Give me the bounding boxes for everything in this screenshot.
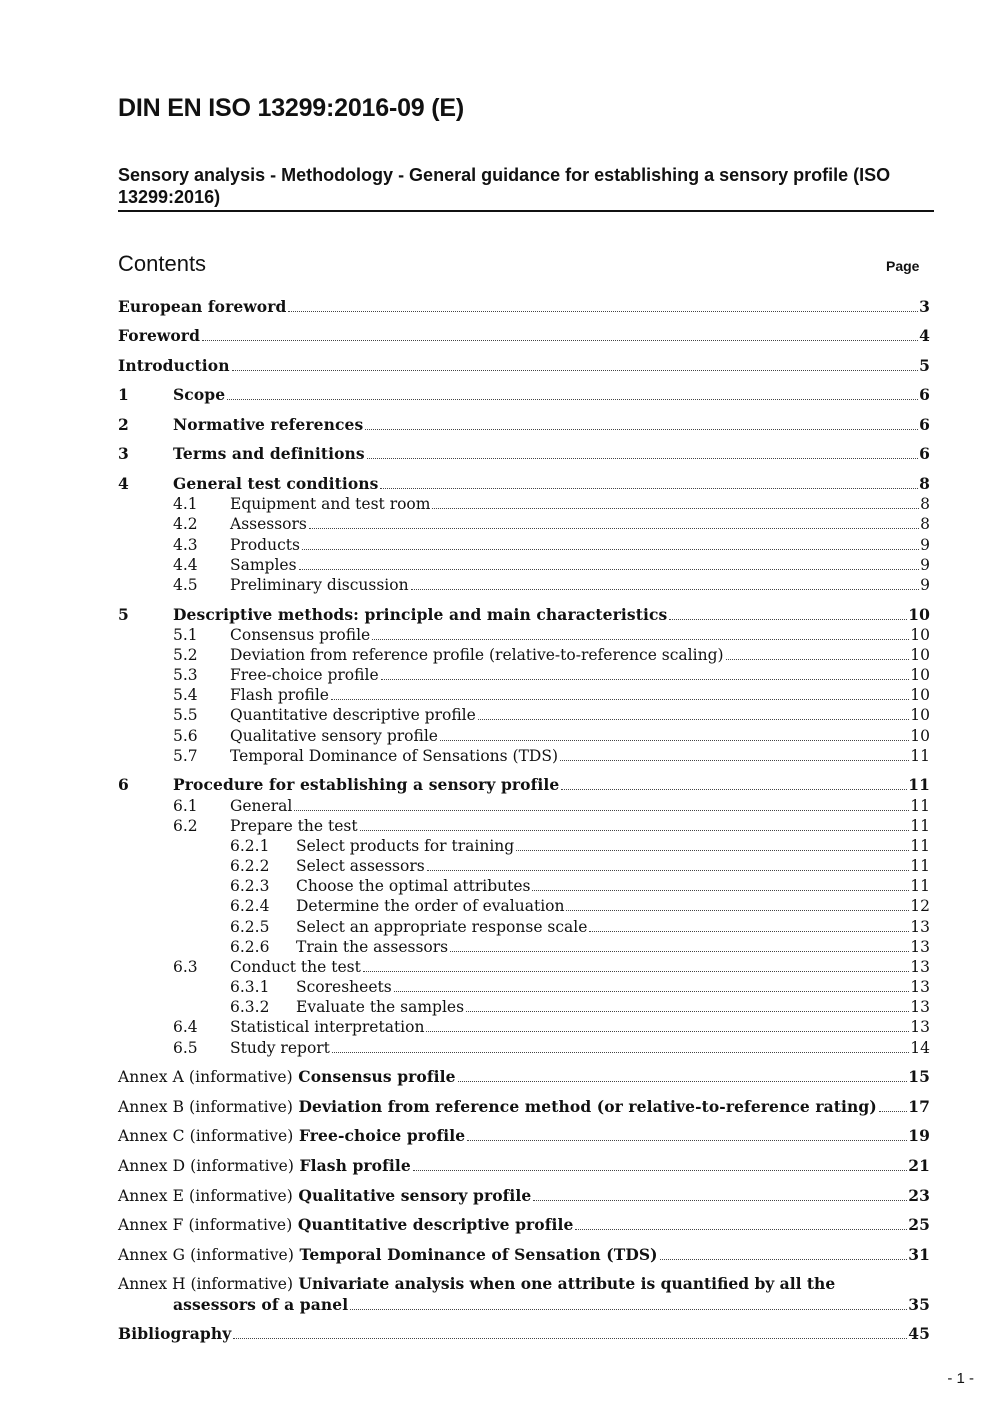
toc-entry-title-continued: assessors of a panel [173,1295,349,1314]
toc-entry-page: 8 [920,495,930,513]
dot-leader [299,569,920,570]
toc-entry-page: 11 [910,797,930,815]
toc-entry-number: 2 [118,415,129,434]
toc-entry-number: 5.6 [173,727,198,745]
toc-entry-title: Procedure for establishing a sensory profile [173,775,560,794]
toc-entry-page: 13 [910,998,930,1016]
toc-entry-number: 6.2.6 [230,938,270,956]
toc-entry-number: 6.5 [173,1039,198,1057]
toc-entry-page: 11 [910,837,930,855]
toc-entry-number: 5.7 [173,747,198,765]
dot-leader [726,659,910,660]
toc-entry-number: 5.5 [173,706,198,724]
toc-entry-title: Determine the order of evaluation [296,897,565,915]
toc-entry-6-2-5[interactable] [118,917,930,937]
toc-annex-prefix: Annex G (informative) [118,1246,294,1264]
toc-entry-page: 21 [908,1156,930,1175]
toc-entry-title: General test conditions [173,474,379,493]
toc-annex-prefix: Annex H (informative) [118,1275,294,1293]
toc-entry-title: Evaluate the samples [296,998,465,1016]
toc-entry-4-3[interactable] [118,535,930,555]
toc-entry-title: Deviation from reference method (or relative-to-reference rating) [298,1097,877,1116]
dot-leader [440,740,909,741]
toc-entry-title: Descriptive methods: principle and main characteristics [173,605,668,624]
dot-leader [516,850,909,851]
dot-leader [532,890,909,891]
toc-entry-title: Scope [173,385,226,404]
toc-entry-title: Normative references [173,415,364,434]
dot-leader [288,311,918,312]
dot-leader [427,870,910,871]
toc-entry-6-4[interactable] [118,1017,930,1037]
toc-entry-title: Preliminary discussion [230,576,409,594]
toc-entry-number: 6.2.4 [230,897,270,915]
dot-leader [350,1309,907,1310]
toc-entry-title: Flash profile [299,1156,411,1175]
dot-leader [372,639,909,640]
toc-annex-prefix: Annex E (informative) [118,1187,293,1205]
toc-entry-bibliography[interactable] [118,1324,930,1344]
toc-entry-page: 35 [908,1295,930,1314]
toc-entry-title: Qualitative sensory profile [230,727,438,745]
toc-entry-title: Samples [230,556,297,574]
toc-entry-title: Bibliography [118,1324,232,1343]
toc-entry-title: Univariate analysis when one attribute is quantified by all the [298,1274,836,1293]
dot-leader [381,679,910,680]
page-number: - 1 - [947,1370,974,1387]
toc-entry-page: 9 [920,576,930,594]
toc-entry-title: Study report [230,1039,330,1057]
toc-entry-number: 4.4 [173,556,198,574]
toc-entry-page: 6 [919,385,930,404]
toc-entry-title: Assessors [230,515,307,533]
toc-annex-prefix: Annex D (informative) [118,1157,295,1175]
toc-entry-title: Flash profile [230,686,329,704]
toc-entry-page: 11 [910,857,930,875]
toc-entry-title: Products [230,536,300,554]
toc-entry-6-2-6[interactable] [118,937,930,957]
toc-entry-page: 13 [910,938,930,956]
dot-leader [332,1052,909,1053]
toc-entry-page: 11 [910,817,930,835]
toc-entry-page: 13 [910,918,930,936]
toc-entry-number: 6.4 [173,1018,198,1036]
dot-leader [566,910,909,911]
toc-entry-title: Free-choice profile [298,1126,466,1145]
dot-leader [367,458,918,459]
toc-entry-5-4[interactable] [118,685,930,705]
toc-annex-prefix: Annex C (informative) [118,1127,294,1145]
toc-entry-number: 5.3 [173,666,198,684]
toc-entry-page: 25 [908,1215,930,1234]
toc-entry-page: 10 [908,605,930,624]
toc-entry-number: 4.5 [173,576,198,594]
toc-entry-number: 6.2.1 [230,837,270,855]
toc-entry-annex-d[interactable] [118,1156,930,1176]
toc-entry-title: Choose the optimal attributes [296,877,531,895]
toc-entry-title: Foreword [118,326,201,345]
toc-entry-annex-b[interactable] [118,1097,930,1117]
toc-entry-number: 5 [118,605,129,624]
toc-entry-4-4[interactable] [118,555,930,575]
toc-entry-6-2-1[interactable] [118,836,930,856]
toc-entry-page: 10 [910,646,930,664]
dot-leader [413,1170,907,1171]
dot-leader [380,488,918,489]
toc-entry-number: 4.1 [173,495,198,513]
toc-entry-title: Temporal Dominance of Sensations (TDS) [230,747,559,765]
dot-leader [394,991,910,992]
toc-entry-page: 13 [910,1018,930,1036]
toc-entry-title: Introduction [118,356,230,375]
dot-leader [302,549,919,550]
toc-entry-clause-1[interactable] [118,385,930,405]
toc-entry-5-5[interactable] [118,705,930,725]
toc-entry-6-2-4[interactable] [118,896,930,916]
title-divider [118,210,934,212]
toc-entry-5-1[interactable] [118,625,930,645]
toc-entry-page: 5 [919,356,930,375]
toc-entry-number: 5.4 [173,686,198,704]
dot-leader [533,1200,907,1201]
page-column-heading: Page [886,258,920,274]
toc-entry-6-3-2[interactable] [118,997,930,1017]
toc-entry-annex-h-line1[interactable] [118,1274,835,1294]
toc-entry-title: Prepare the test [230,817,358,835]
toc-entry-clause-5[interactable] [118,605,930,625]
dot-leader [560,760,909,761]
dot-leader [458,1081,908,1082]
toc-entry-5-6[interactable] [118,726,930,746]
toc-entry-page: 8 [920,515,930,533]
dot-leader [450,951,909,952]
dot-leader [232,370,919,371]
toc-entry-title: Select products for training [296,837,515,855]
dot-leader [478,719,909,720]
toc-entry-5-2[interactable] [118,645,930,665]
toc-entry-title: Consensus profile [230,626,371,644]
toc-entry-title: European foreword [118,297,287,316]
toc-entry-4-2[interactable] [118,514,930,534]
toc-entry-title: Quantitative descriptive profile [230,706,476,724]
toc-entry-page: 14 [910,1039,930,1057]
toc-entry-page: 4 [919,326,930,345]
toc-entry-european-foreword[interactable] [118,297,930,317]
toc-entry-number: 4.3 [173,536,198,554]
dot-leader [432,508,919,509]
dot-leader [426,1031,909,1032]
dot-leader [411,589,920,590]
toc-entry-6-2-3[interactable] [118,876,930,896]
toc-entry-5-3[interactable] [118,665,930,685]
toc-entry-title: Free-choice profile [230,666,379,684]
toc-entry-clause-3[interactable] [118,444,930,464]
dot-leader [331,699,909,700]
toc-entry-number: 6.2.2 [230,857,270,875]
toc-entry-page: 15 [908,1067,930,1086]
toc-annex-prefix: Annex A (informative) [118,1068,293,1086]
toc-entry-title: Quantitative descriptive profile [297,1215,574,1234]
toc-entry-6-5[interactable] [118,1038,930,1058]
document-title: DIN EN ISO 13299:2016-09 (E) [118,94,464,122]
toc-entry-page: 10 [910,727,930,745]
dot-leader [363,971,909,972]
toc-entry-title: General [230,797,293,815]
toc-entry-page: 8 [919,474,930,493]
dot-leader [467,1140,907,1141]
toc-entry-page: 11 [910,747,930,765]
dot-leader [360,830,910,831]
toc-entry-page: 12 [910,897,930,915]
toc-entry-number: 4.2 [173,515,198,533]
toc-entry-clause-2[interactable] [118,415,930,435]
toc-entry-number: 1 [118,385,129,404]
toc-entry-annex-f[interactable] [118,1215,930,1235]
dot-leader [294,810,909,811]
toc-entry-page: 17 [908,1097,930,1116]
toc-annex-prefix: Annex B (informative) [118,1098,293,1116]
toc-entry-clause-6[interactable] [118,775,930,795]
toc-entry-annex-e[interactable] [118,1186,930,1206]
toc-entry-page: 23 [908,1186,930,1205]
toc-entry-annex-g[interactable] [118,1245,930,1265]
dot-leader [309,528,919,529]
toc-entry-title: Select assessors [296,857,425,875]
document-subtitle: Sensory analysis - Methodology - General guidance for establishing a sensory profile (ISO 13299:2016) [118,165,891,207]
toc-entry-number: 5.1 [173,626,198,644]
dot-leader [669,619,907,620]
toc-entry-page: 31 [908,1245,930,1264]
toc-entry-title: Select an appropriate response scale [296,918,588,936]
toc-entry-number: 6.2.5 [230,918,270,936]
dot-leader [227,399,918,400]
toc-entry-number: 6.1 [173,797,198,815]
toc-entry-number: 6.3 [173,958,198,976]
dot-leader [202,340,918,341]
toc-entry-6-2[interactable] [118,816,930,836]
toc-entry-4-1[interactable] [118,494,930,514]
toc-annex-prefix: Annex F (informative) [118,1216,293,1234]
toc-entry-page: 10 [910,686,930,704]
toc-entry-clause-4[interactable] [118,474,930,494]
dot-leader [561,789,907,790]
toc-entry-annex-c[interactable] [118,1126,930,1146]
dot-leader [365,429,918,430]
toc-entry-title: Train the assessors [296,938,449,956]
dot-leader [466,1011,909,1012]
dot-leader [660,1259,908,1260]
toc-entry-title: Deviation from reference profile (relative-to-reference scaling) [230,646,724,664]
toc-entry-title: Conduct the test [230,958,361,976]
toc-entry-number: 4 [118,474,129,493]
toc-entry-page: 45 [908,1324,930,1343]
toc-entry-page: 13 [910,958,930,976]
toc-entry-page: 10 [910,666,930,684]
dot-leader [879,1111,907,1112]
toc-entry-5-7[interactable] [118,746,930,766]
toc-entry-number: 3 [118,444,129,463]
toc-entry-6-3-1[interactable] [118,977,930,997]
toc-entry-page: 13 [910,978,930,996]
toc-entry-title: Terms and definitions [173,444,365,463]
toc-entry-page: 6 [919,444,930,463]
toc-entry-4-5[interactable] [118,575,930,595]
toc-entry-annex-h[interactable] [173,1295,930,1315]
toc-entry-page: 9 [920,556,930,574]
toc-entry-page: 10 [910,706,930,724]
toc-entry-foreword[interactable] [118,326,930,346]
toc-entry-number: 6.2 [173,817,198,835]
toc-entry-page: 19 [908,1126,930,1145]
toc-entry-number: 6.3.2 [230,998,270,1016]
toc-entry-6-3[interactable] [118,957,930,977]
toc-entry-title: Qualitative sensory profile [298,1186,532,1205]
toc-entry-number: 6.2.3 [230,877,270,895]
toc-entry-page: 9 [920,536,930,554]
toc-entry-6-1[interactable] [118,796,930,816]
toc-entry-title: Consensus profile [298,1067,456,1086]
toc-entry-number: 6 [118,775,129,794]
toc-entry-annex-a[interactable] [118,1067,930,1087]
contents-heading: Contents [118,251,207,276]
toc-entry-title: Scoresheets [296,978,392,996]
toc-entry-page: 6 [919,415,930,434]
dot-leader [575,1229,907,1230]
dot-leader [233,1338,907,1339]
toc-entry-title: Statistical interpretation [230,1018,425,1036]
toc-entry-number: 6.3.1 [230,978,270,996]
toc-entry-page: 11 [908,775,930,794]
toc-entry-page: 3 [919,297,930,316]
toc-entry-6-2-2[interactable] [118,856,930,876]
toc-entry-page: 11 [910,877,930,895]
toc-entry-introduction[interactable] [118,356,930,376]
toc-entry-title: Equipment and test room [230,495,431,513]
dot-leader [589,931,909,932]
toc-entry-number: 5.2 [173,646,198,664]
toc-entry-page: 10 [910,626,930,644]
toc-entry-title: Temporal Dominance of Sensation (TDS) [299,1245,658,1264]
